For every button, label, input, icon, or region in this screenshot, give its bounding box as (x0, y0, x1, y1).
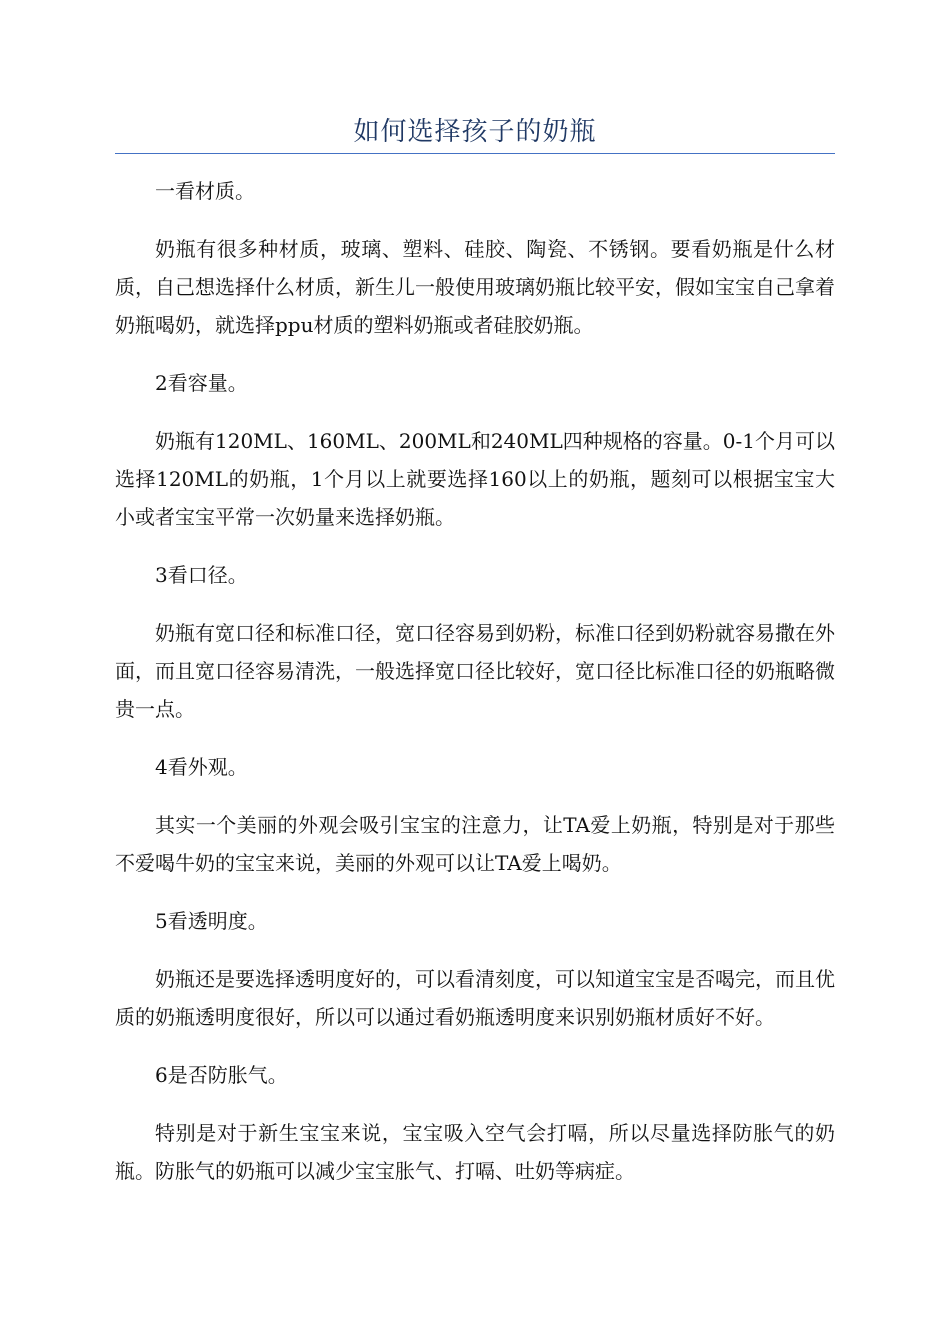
section-heading-anti-colic: 6是否防胀气。 (155, 1063, 288, 1087)
section-heading-material: 一看材质。 (155, 179, 255, 203)
paragraph-material: 奶瓶有很多种材质，玻璃、塑料、硅胶、陶瓷、不锈钢。要看奶瓶是什么材质，自己想选择什么材质，新生儿一般使用玻璃奶瓶比较平安，假如宝宝自己拿着奶瓶喝奶，就选择ppu材质的塑料奶瓶或者硅胶奶瓶。 (115, 237, 835, 337)
section-heading-appearance: 4看外观。 (155, 755, 248, 779)
section-heading-transparency: 5看透明度。 (155, 909, 268, 933)
paragraph-transparency: 奶瓶还是要选择透明度好的，可以看清刻度，可以知道宝宝是否喝完，而且优质的奶瓶透明度很好，所以可以通过看奶瓶透明度来识别奶瓶材质好不好。 (115, 967, 835, 1029)
paragraph-appearance: 其实一个美丽的外观会吸引宝宝的注意力，让TA爱上奶瓶，特别是对于那些不爱喝牛奶的宝宝来说，美丽的外观可以让TA爱上喝奶。 (115, 813, 835, 875)
document-body (115, 172, 835, 1210)
section-heading-caliber: 3看口径。 (155, 563, 248, 587)
paragraph-anti-colic: 特别是对于新生宝宝来说，宝宝吸入空气会打嗝，所以尽量选择防胀气的奶瓶。防胀气的奶瓶可以减少宝宝胀气、打嗝、吐奶等病症。 (115, 1121, 835, 1183)
paragraph-capacity: 奶瓶有120ML、160ML、200ML和240ML四种规格的容量。0-1个月可以选择120ML的奶瓶，1个月以上就要选择160以上的奶瓶，题刻可以根据宝宝大小或者宝宝平常一次奶量来选择奶瓶。 (115, 429, 835, 529)
title-underline (115, 153, 835, 154)
paragraph-caliber: 奶瓶有宽口径和标准口径，宽口径容易到奶粉，标准口径到奶粉就容易撒在外面，而且宽口径容易清洗，一般选择宽口径比较好，宽口径比标准口径的奶瓶略微贵一点。 (115, 621, 835, 721)
section-heading-capacity: 2看容量。 (155, 371, 248, 395)
document-title: 如何选择孩子的奶瓶 (353, 117, 597, 147)
